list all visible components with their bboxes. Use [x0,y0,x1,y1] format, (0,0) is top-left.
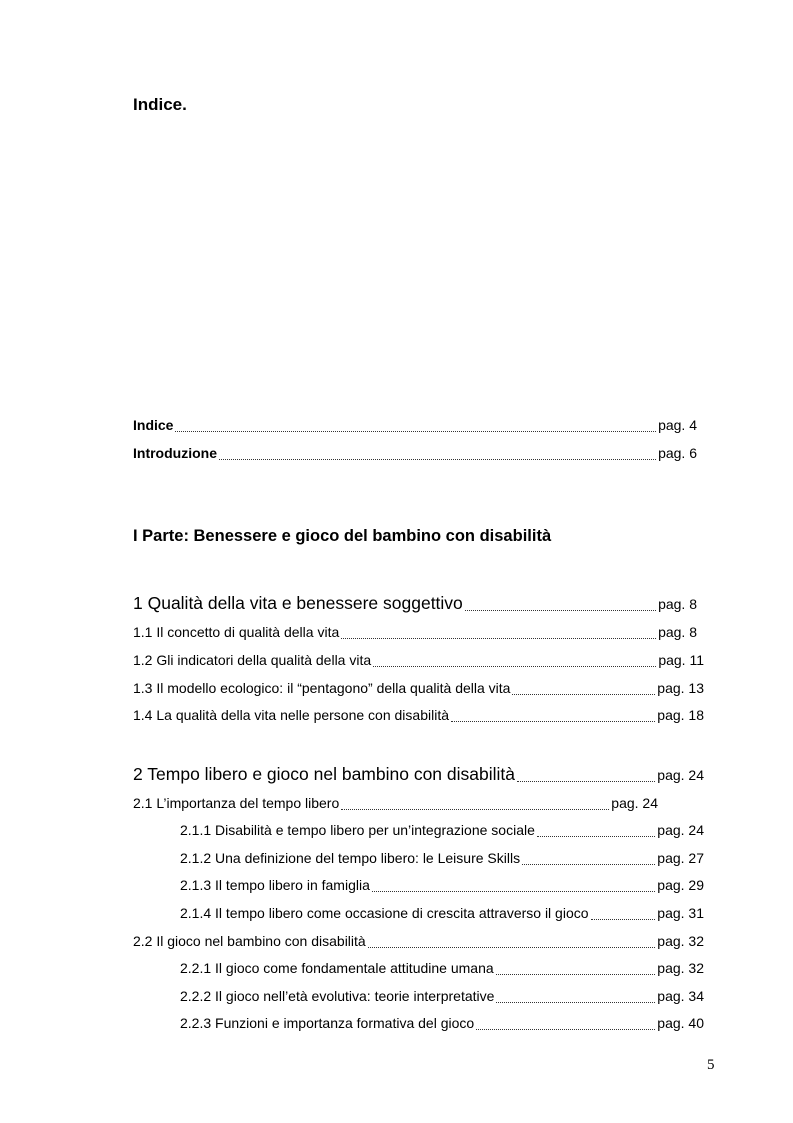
dot-leader [373,666,656,667]
dot-leader [219,459,656,460]
toc-page: pag. 34 [657,988,704,1004]
dot-leader [465,610,656,611]
toc-page: pag. 40 [657,1015,704,1031]
toc-page: pag. 29 [657,877,704,893]
dot-leader [372,891,655,892]
toc-page: pag. 8 [658,624,697,640]
toc-label: Introduzione [133,445,217,461]
toc-entry-introduzione[interactable] [133,445,697,461]
dot-leader [496,974,656,975]
toc-label: 2.2.3 Funzioni e importanza formativa del gioco [180,1015,475,1031]
toc-label: 2.2.2 Il gioco nell’età evolutiva: teorie interpretative [180,988,495,1004]
page-number: 5 [707,1057,715,1073]
toc-label: 2.1.4 Il tempo libero come occasione di crescita attraverso il gioco [180,905,589,921]
dot-leader [341,638,656,639]
toc-page: pag. 13 [657,680,704,696]
toc-label: 2.1 L’importanza del tempo libero [133,795,340,811]
toc-label: 2.1.3 Il tempo libero in famiglia [180,877,370,893]
toc-label: Indice [133,417,174,433]
toc-entry-2-1-2[interactable] [180,850,704,866]
page-title: Indice. [133,95,187,114]
dot-leader [496,1002,655,1003]
toc-label: 1.1 Il concetto di qualità della vita [133,624,340,640]
toc-page: pag. 4 [658,417,697,433]
toc-label: 2.2 Il gioco nel bambino con disabilità [133,933,366,949]
toc-label: 2.1.1 Disabilità e tempo libero per un’integrazione sociale [180,822,535,838]
toc-entry-2-1-1[interactable] [180,822,704,838]
dot-leader [512,694,655,695]
dot-leader [341,809,609,810]
toc-entry-chapter-1[interactable] [133,593,697,614]
dot-leader [451,721,655,722]
toc-label: 2.1.2 Una definizione del tempo libero: le Leisure Skills [180,850,521,866]
toc-page: pag. 11 [658,652,704,668]
toc-page: pag. 27 [657,850,704,866]
toc-entry-1-2[interactable] [133,652,704,668]
toc-page: pag. 6 [658,445,697,461]
toc-label: 1.4 La qualità della vita nelle persone con disabilità [133,707,449,723]
toc-entry-2-1-4[interactable] [180,905,704,921]
toc-entry-1-4[interactable] [133,707,704,723]
toc-entry-chapter-2[interactable] [133,764,704,785]
toc-entry-1-3[interactable] [133,680,704,696]
toc-page: pag. 32 [657,960,704,976]
toc-page: pag. 24 [657,822,704,838]
dot-leader [537,836,655,837]
toc-page: pag. 31 [657,905,704,921]
dot-leader [517,781,655,782]
part-heading: I Parte: Benessere e gioco del bambino con disabilità [133,527,552,545]
toc-label: 1.3 Il modello ecologico: il “pentagono” della qualità della vita [133,680,511,696]
toc-page: pag. 24 [611,795,658,811]
toc-entry-indice[interactable] [133,417,697,433]
toc-entry-2-1-3[interactable] [180,877,704,893]
toc-entry-2-2-2[interactable] [180,988,704,1004]
dot-leader [591,919,656,920]
toc-entry-2-1[interactable] [133,795,658,811]
toc-page: pag. 8 [658,596,697,612]
toc-page: pag. 24 [657,767,704,783]
toc-label: 1 Qualità della vita e benessere soggettivo [133,593,463,613]
toc-label: 1.2 Gli indicatori della qualità della vita [133,652,372,668]
toc-label: 2.2.1 Il gioco come fondamentale attitudine umana [180,960,494,976]
toc-page: pag. 32 [657,933,704,949]
toc-entry-2-2-3[interactable] [180,1015,704,1031]
toc-entry-1-1[interactable] [133,624,697,640]
toc-page: pag. 18 [657,707,704,723]
toc-label: 2 Tempo libero e gioco nel bambino con disabilità [133,764,516,784]
toc-entry-2-2-1[interactable] [180,960,704,976]
dot-leader [368,947,656,948]
dot-leader [476,1029,655,1030]
toc-entry-2-2[interactable] [133,933,704,949]
dot-leader [522,864,655,865]
dot-leader [175,431,656,432]
